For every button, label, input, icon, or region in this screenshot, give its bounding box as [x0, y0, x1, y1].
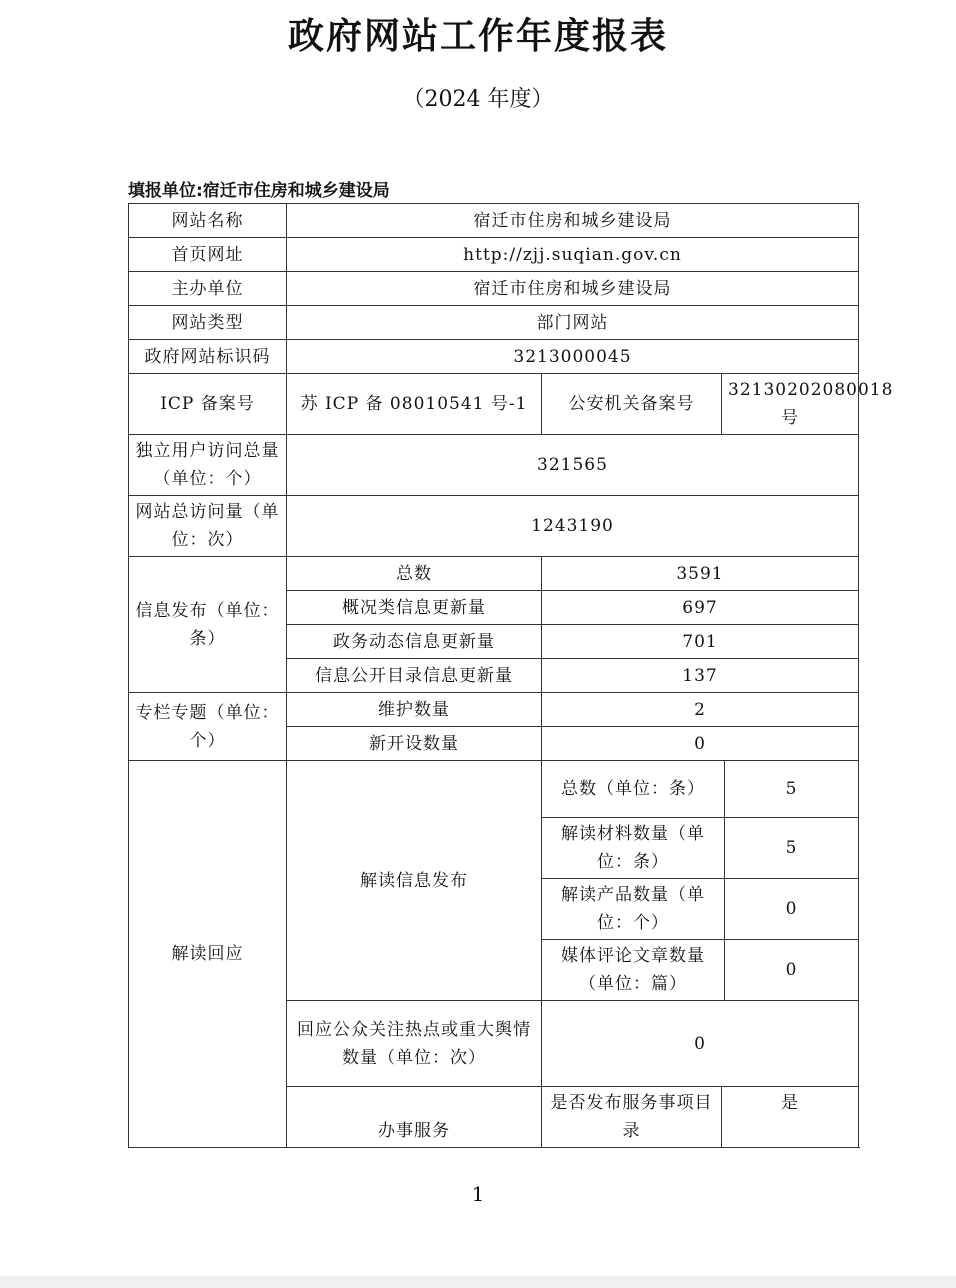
- special-column-label: 专栏专题（单位：个）: [129, 693, 287, 761]
- total-visits-value: 1243190: [287, 496, 859, 557]
- unique-visitors-label: 独立用户访问总量（单位：个）: [129, 435, 287, 496]
- interp-item-label: 总数（单位：条）: [542, 761, 725, 818]
- site-name-label: 网站名称: [129, 204, 287, 238]
- interp-item-value: 0: [725, 940, 859, 1001]
- site-type-label: 网站类型: [129, 306, 287, 340]
- row-host-unit: [129, 272, 859, 306]
- row-total-visits: [129, 496, 859, 557]
- info-item-value: 701: [542, 625, 859, 659]
- row-home-url: [129, 238, 859, 272]
- interp-item-value: 0: [725, 879, 859, 940]
- info-item-value: 137: [542, 659, 859, 693]
- home-url-label: 首页网址: [129, 238, 287, 272]
- interp-item-value: 5: [725, 761, 859, 818]
- row-site-name: [129, 204, 859, 238]
- service-catalog-label: 是否发布服务事项目录: [542, 1087, 722, 1148]
- total-visits-label: 网站总访问量（单位：次）: [129, 496, 287, 557]
- info-item-label: 总数: [287, 557, 542, 591]
- report-title: 政府网站工作年度报表: [287, 16, 668, 57]
- interpretation-release-label: 解读信息发布: [287, 761, 542, 1001]
- site-code-value: 3213000045: [287, 340, 859, 374]
- row-interp-total: [129, 761, 859, 818]
- info-item-label: 信息公开目录信息更新量: [287, 659, 542, 693]
- site-name-value: 宿迁市住房和城乡建设局: [287, 204, 859, 238]
- info-item-value: 697: [542, 591, 859, 625]
- interp-item-label: 解读材料数量（单位：条）: [542, 818, 725, 879]
- police-record-value: 32130202080018 号: [722, 374, 859, 435]
- column-item-label: 维护数量: [287, 693, 542, 727]
- info-item-label: 政务动态信息更新量: [287, 625, 542, 659]
- column-item-value: 0: [542, 727, 859, 761]
- icp-value: 苏 ICP 备 08010541 号-1: [287, 374, 542, 435]
- report-year: （2024 年度）: [402, 87, 554, 112]
- interp-item-label: 媒体评论文章数量（单位：篇）: [542, 940, 725, 1001]
- site-type-value: 部门网站: [287, 306, 859, 340]
- row-unique-visitors: [129, 435, 859, 496]
- column-item-label: 新开设数量: [287, 727, 542, 761]
- site-code-label: 政府网站标识码: [129, 340, 287, 374]
- row-site-type: [129, 306, 859, 340]
- interp-item-label: 解读产品数量（单位：个）: [542, 879, 725, 940]
- report-table: [128, 203, 894, 1148]
- viewer-bottom-bar: [0, 1276, 956, 1288]
- info-release-label: 信息发布（单位：条）: [129, 557, 287, 693]
- host-unit-value: 宿迁市住房和城乡建设局: [287, 272, 859, 306]
- info-item-value: 3591: [542, 557, 859, 591]
- host-unit-label: 主办单位: [129, 272, 287, 306]
- interpretation-label: 解读回应: [129, 761, 287, 1148]
- police-record-label: 公安机关备案号: [542, 374, 722, 435]
- row-icp: [129, 374, 859, 435]
- row-column-maintained: [129, 693, 859, 727]
- icp-label: ICP 备案号: [129, 374, 287, 435]
- service-label: 办事服务: [287, 1087, 542, 1148]
- column-item-value: 2: [542, 693, 859, 727]
- page-number: 1: [471, 1182, 485, 1206]
- public-response-value: 0: [542, 1001, 859, 1087]
- public-response-label: 回应公众关注热点或重大舆情数量（单位：次）: [287, 1001, 542, 1087]
- unique-visitors-value: 321565: [287, 435, 859, 496]
- home-url-value: http://zjj.suqian.gov.cn: [287, 238, 859, 272]
- info-item-label: 概况类信息更新量: [287, 591, 542, 625]
- row-info-total: [129, 557, 859, 591]
- row-site-code: [129, 340, 859, 374]
- service-catalog-value: 是: [722, 1087, 859, 1148]
- reporting-unit: 填报单位:宿迁市住房和城乡建设局: [128, 181, 390, 201]
- interp-item-value: 5: [725, 818, 859, 879]
